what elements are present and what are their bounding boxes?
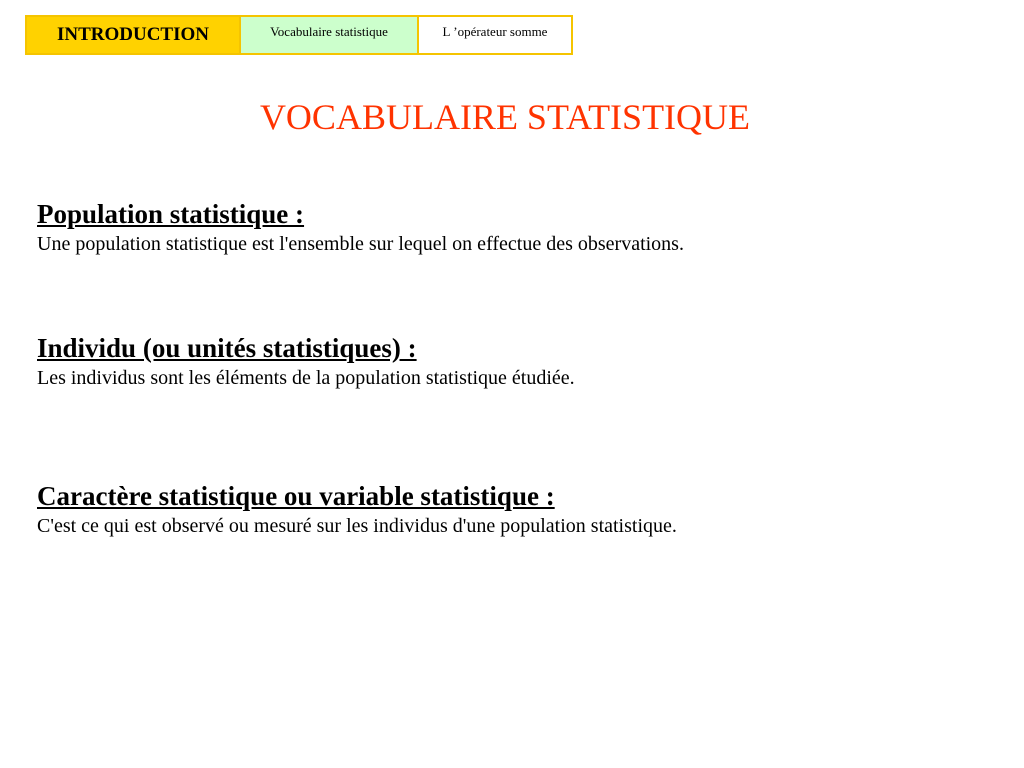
section-heading: Individu (ou unités statistiques) : bbox=[37, 333, 417, 363]
navigation-bar bbox=[25, 15, 573, 55]
tab-introduction[interactable] bbox=[27, 17, 239, 53]
section-body: Les individus sont les éléments de la population statistique étudiée. bbox=[37, 367, 575, 389]
section-caractere bbox=[37, 480, 997, 538]
section-body: Une population statistique est l'ensemble sur lequel on effectue des observations. bbox=[37, 233, 684, 255]
page-title: VOCABULAIRE STATISTIQUE bbox=[259, 97, 751, 137]
section-heading: Population statistique : bbox=[37, 199, 305, 229]
tab-introduction-label: INTRODUCTION bbox=[56, 24, 210, 45]
tab-operateur-somme-label: L ’opérateur somme bbox=[442, 24, 548, 39]
section-heading: Caractère statistique ou variable statistique : bbox=[37, 481, 555, 511]
tab-operateur-somme[interactable] bbox=[417, 17, 571, 53]
section-population bbox=[37, 198, 997, 256]
tab-vocabulaire-statistique-label: Vocabulaire statistique bbox=[270, 24, 388, 39]
section-individu bbox=[37, 332, 997, 390]
tab-vocabulaire-statistique[interactable] bbox=[239, 17, 417, 53]
section-body: C'est ce qui est observé ou mesuré sur les individus d'une population statistique. bbox=[37, 515, 677, 537]
